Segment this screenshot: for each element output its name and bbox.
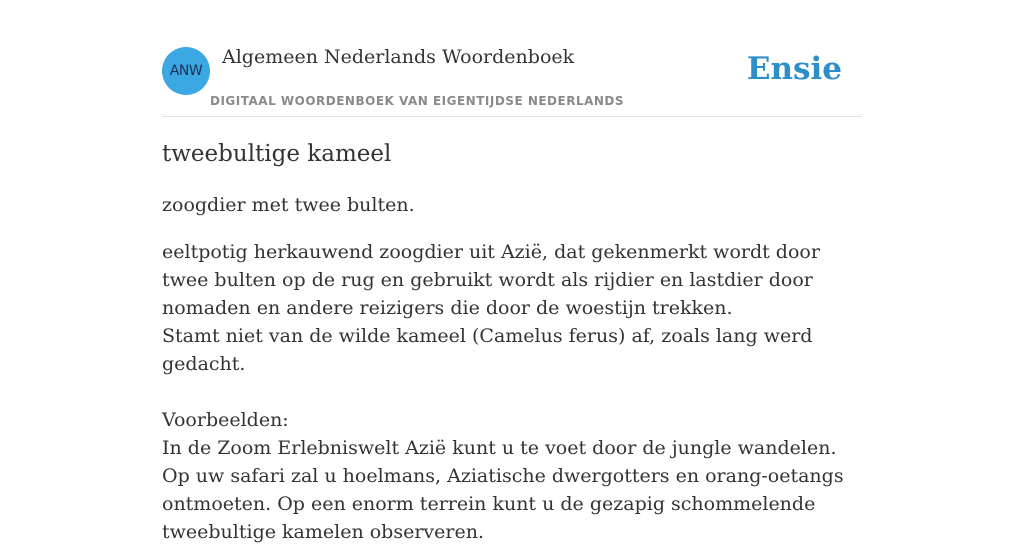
definition-text: eeltpotig herkauwend zoogdier uit Azië, dat gekenmerkt wordt door twee bulten op de rug en gebruikt wordt als rijdier en lastdier door nomaden en andere reizigers die door de woestijn trekken. <box>162 241 820 319</box>
definition-note: Stamt niet van de wilde kameel (Camelus ferus) af, zoals lang werd gedacht. <box>162 325 813 375</box>
anw-logo[interactable] <box>162 47 210 95</box>
definition-block <box>162 238 862 546</box>
anw-logo-text: ANW <box>169 63 203 79</box>
short-definition: zoogdier met twee bulten. <box>162 194 415 216</box>
example-text: In de Zoom Erlebniswelt Azië kunt u te voet door de jungle wandelen. Op uw safari zal u hoelmans, Aziatische dwergotters en orang-oetangs ontmoeten. Op een enorm terrein kunt u de gezapig schommelende tweebultige kamelen observeren. <box>162 437 844 543</box>
ensie-logo[interactable]: Ensie <box>746 51 842 87</box>
spacer <box>162 378 862 406</box>
dictionary-entry <box>162 138 862 546</box>
site-title[interactable]: Algemeen Nederlands Woordenboek <box>222 46 575 68</box>
site-subtitle: DIGITAAL WOORDENBOEK VAN EIGENTIJDSE NEDERLANDS <box>210 94 625 108</box>
site-header <box>162 0 862 117</box>
examples-label: Voorbeelden: <box>162 409 289 431</box>
entry-title: tweebultige kameel <box>162 141 392 167</box>
